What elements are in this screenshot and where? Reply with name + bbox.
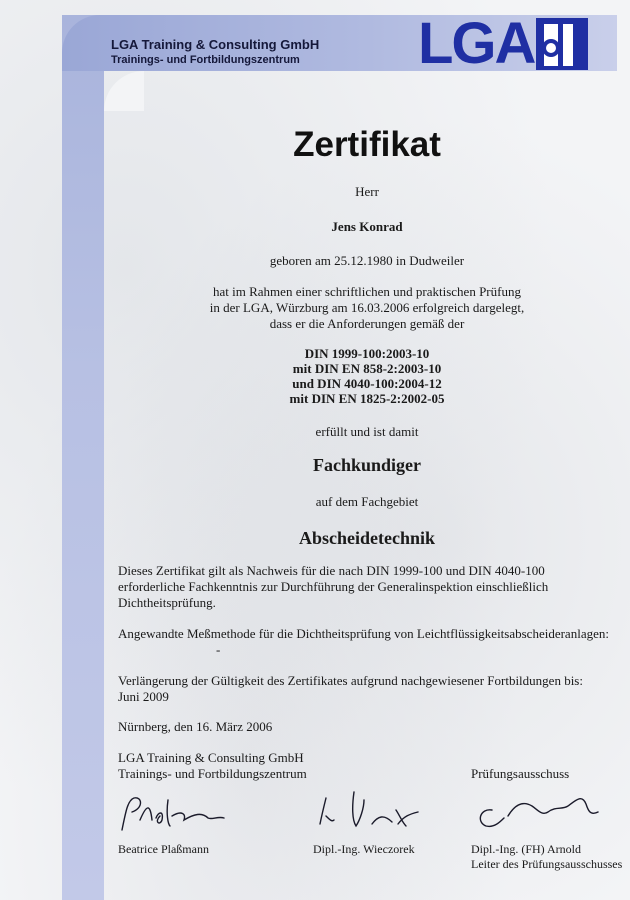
company-header [111, 37, 319, 67]
signatory-name: Dipl.-Ing. Wieczorek [313, 842, 415, 856]
certificate-title: Zertifikat [293, 125, 441, 164]
issuer-line: LGA Training & Consulting GmbH [118, 750, 304, 765]
intro-text [104, 284, 630, 332]
signatory-name: Dipl.-Ing. (FH) Arnold [471, 842, 581, 856]
extension-line: Juni 2009 [118, 689, 169, 704]
intro-line: in der LGA, Würzburg am 16.03.2006 erfolgreich dargelegt, [209, 300, 525, 315]
validity-line: erforderliche Fachkenntnis zur Durchführung der Generalinspektion einschließlich [118, 579, 549, 594]
place-date: Nürnberg, den 16. März 2006 [118, 719, 273, 734]
standard-item: und DIN 4040-100:2004-12 [292, 376, 442, 391]
issuer-block [118, 750, 378, 782]
field-title: Abscheidetechnik [298, 528, 435, 548]
company-subtitle: Trainings- und Fortbildungszentrum [111, 54, 300, 66]
validity-text [118, 563, 618, 611]
signatory-name: Beatrice Plaßmann [118, 842, 209, 856]
field-intro: auf dem Fachgebiet [315, 494, 419, 509]
standard-item: mit DIN EN 1825-2:2002-05 [289, 391, 445, 406]
lga-logo [418, 11, 588, 76]
holder-name: Jens Konrad [331, 219, 403, 234]
decorative-side-band [62, 15, 104, 900]
extension-text [118, 673, 618, 705]
issuer-line: Trainings- und Fortbildungszentrum [118, 766, 307, 781]
signature-wieczorek-icon [312, 786, 432, 836]
validity-line: Dieses Zertifikat gilt als Nachweis für die nach DIN 1999-100 und DIN 4040-100 [118, 563, 545, 578]
validity-line: Dichtheitsprüfung. [118, 595, 216, 610]
committee-label: Prüfungsausschuss [471, 766, 570, 781]
logo-mark-icon [536, 18, 588, 70]
role-title: Fachkundiger [312, 455, 422, 475]
birth-line: geboren am 25.12.1980 in Dudweiler [269, 253, 465, 268]
signatory-role: Leiter des Prüfungsausschusses [471, 857, 623, 871]
signatory-block-arnold [471, 842, 622, 872]
intro-line: dass er die Anforderungen gemäß der [269, 316, 465, 331]
salutation: Herr [355, 184, 379, 199]
fulfils-text: erfüllt und ist damit [315, 424, 419, 439]
standard-item: mit DIN EN 858-2:2003-10 [292, 361, 442, 376]
signature-plassmann-icon [112, 790, 232, 840]
logo-text: LGA [418, 11, 535, 76]
standards-list [104, 346, 630, 406]
standard-item: DIN 1999-100:2003-10 [304, 346, 430, 361]
intro-line: hat im Rahmen einer schriftlichen und praktischen Prüfung [213, 284, 521, 299]
company-name: LGA Training & Consulting GmbH [111, 37, 320, 52]
extension-line: Verlängerung der Gültigkeit des Zertifikates aufgrund nachgewiesener Fortbildungen bis: [118, 673, 583, 688]
method-line: Angewandte Meßmethode für die Dichtheitsprüfung von Leichtflüssigkeitsabscheideranlagen: [118, 626, 609, 641]
method-value: - [216, 642, 221, 657]
signature-arnold-icon [472, 786, 612, 836]
